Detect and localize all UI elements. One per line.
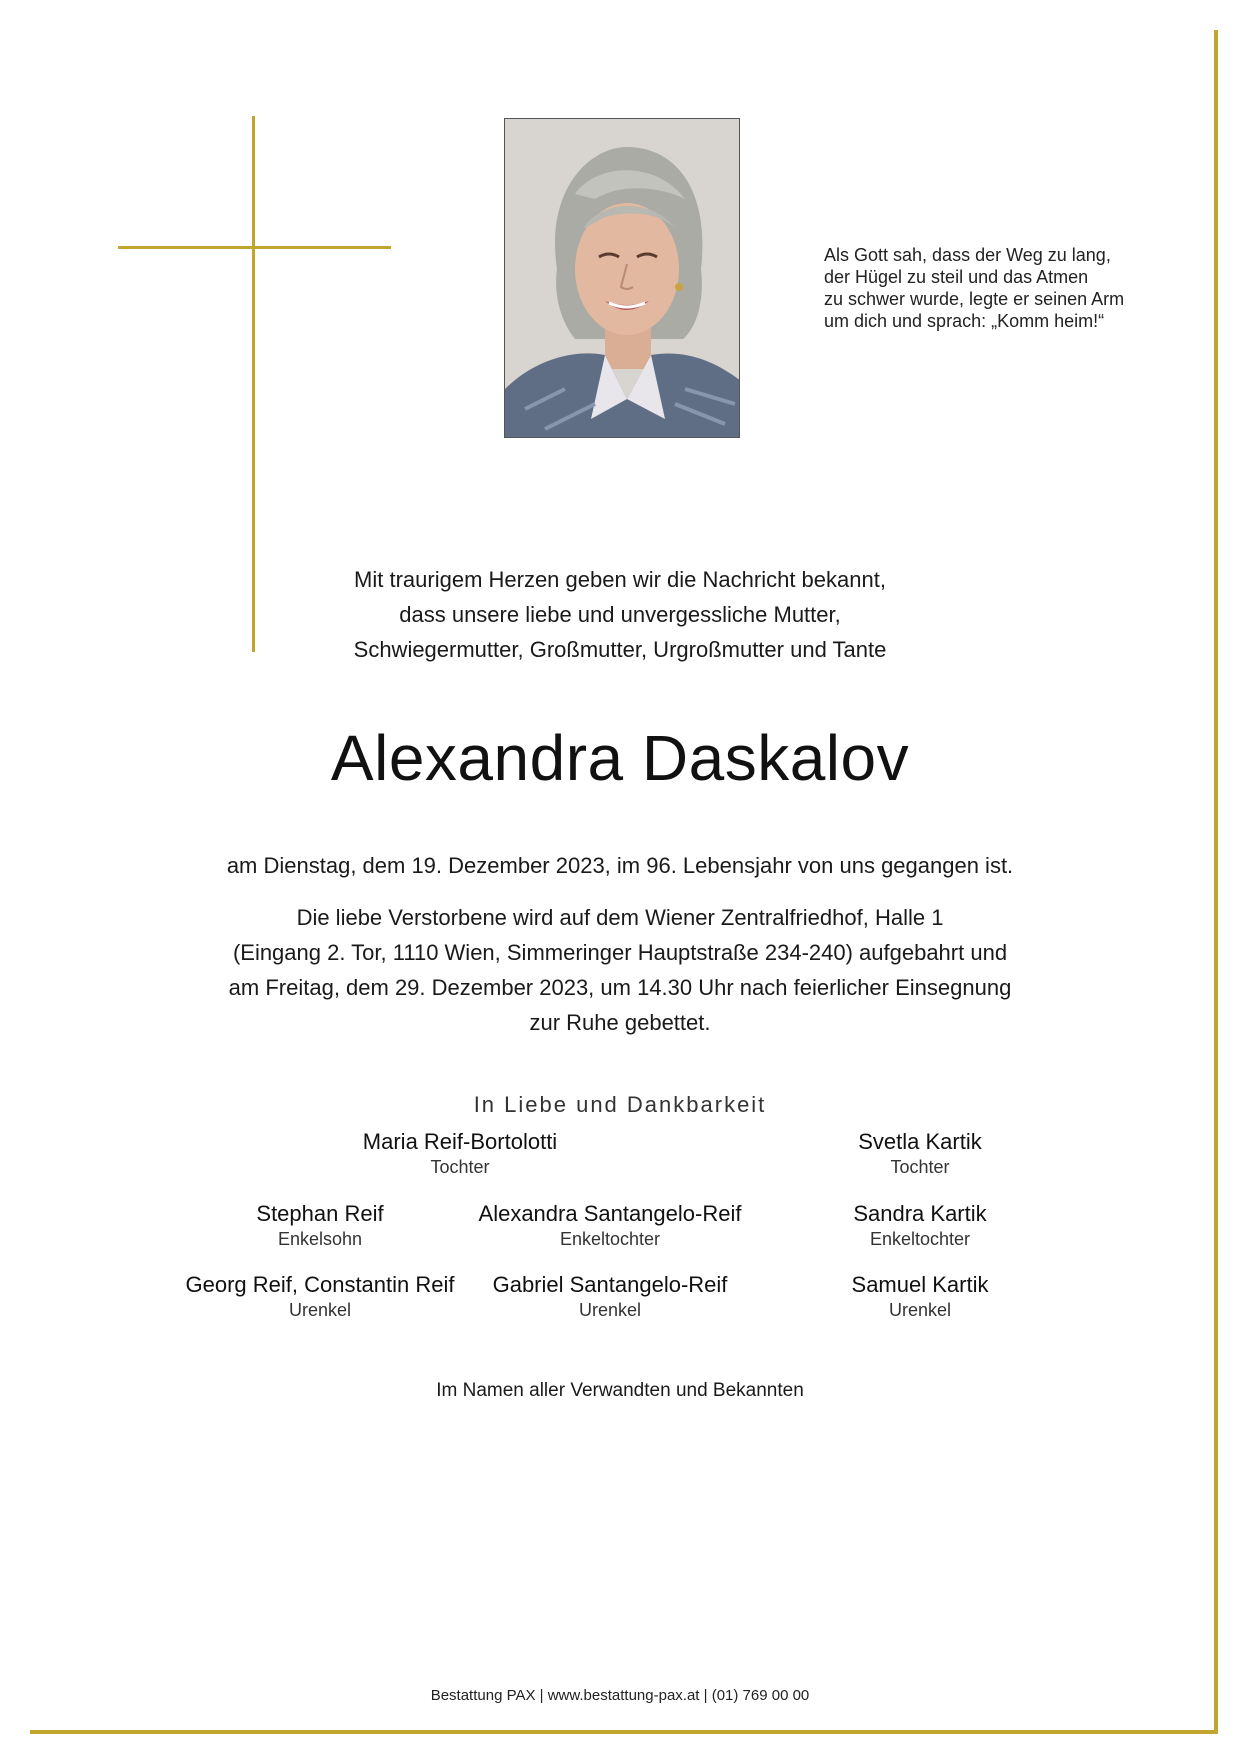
portrait-photo [504, 118, 740, 438]
mourner-relation: Urenkel [578, 1300, 642, 1320]
mourner-name: Maria Reif-Bortolotti [362, 1129, 558, 1154]
closing-text: Im Namen aller Verwandten und Bekannten [436, 1380, 804, 1401]
burial-line: am Freitag, dem 29. Dezember 2023, um 14.30 Uhr nach feierlicher Einsegnung [228, 975, 1012, 1000]
mourner-name: Svetla Kartik [858, 1129, 982, 1154]
burial-line: (Eingang 2. Tor, 1110 Wien, Simmeringer Hauptstraße 234-240) aufgebahrt und [232, 940, 1008, 965]
cross-icon-horizontal [118, 246, 391, 249]
quote-line: Als Gott sah, dass der Weg zu lang, [824, 245, 1111, 265]
mourner [460, 1200, 760, 1250]
mourner-name: Gabriel Santangelo-Reif [492, 1272, 728, 1297]
mourner [790, 1271, 1050, 1321]
intro-line: dass unsere liebe und unvergessliche Mutter, [399, 602, 841, 627]
mourner-name: Sandra Kartik [853, 1201, 987, 1226]
border-right [1214, 30, 1218, 1734]
mourner-relation: Enkelsohn [277, 1229, 363, 1249]
mourner-name: Alexandra Santangelo-Reif [478, 1201, 742, 1226]
quote-line: der Hügel zu steil und das Atmen [824, 267, 1089, 287]
intro-line: Mit traurigem Herzen geben wir die Nachricht bekannt, [354, 567, 886, 592]
mourner-relation: Urenkel [288, 1300, 352, 1320]
mourner-name: Georg Reif, Constantin Reif [185, 1272, 455, 1297]
mourner-relation: Enkeltochter [559, 1229, 661, 1249]
mourner-relation: Enkeltochter [869, 1229, 971, 1249]
mourner [790, 1128, 1050, 1178]
quote-line: zu schwer wurde, legte er seinen Arm [824, 289, 1125, 309]
portrait-illustration [505, 119, 740, 438]
mourner [160, 1271, 480, 1321]
mourner [790, 1200, 1050, 1250]
mourner [460, 1271, 760, 1321]
mourner-relation: Urenkel [888, 1300, 952, 1320]
intro-text [200, 562, 1040, 667]
mourner-relation: Tochter [890, 1157, 950, 1177]
quote [824, 244, 1154, 332]
burial-line: zur Ruhe gebettet. [529, 1010, 711, 1035]
mourner [170, 1200, 470, 1250]
mourner-name: Samuel Kartik [851, 1272, 989, 1297]
mourner [300, 1128, 620, 1178]
mourner-relation: Tochter [430, 1157, 490, 1177]
burial-info [140, 900, 1100, 1040]
dank-heading: In Liebe und Dankbarkeit [473, 1092, 767, 1117]
mourner-name: Stephan Reif [256, 1201, 384, 1226]
intro-line: Schwiegermutter, Großmutter, Urgroßmutter und Tante [353, 637, 887, 662]
burial-line: Die liebe Verstorbene wird auf dem Wiener Zentralfriedhof, Halle 1 [296, 905, 944, 930]
border-bottom [30, 1730, 1218, 1734]
footer-text: Bestattung PAX | www.bestattung-pax.at | (01) 769 00 00 [430, 1687, 810, 1704]
quote-line: um dich und sprach: „Komm heim!“ [824, 311, 1105, 331]
death-date-line: am Dienstag, dem 19. Dezember 2023, im 96. Lebensjahr von uns gegangen ist. [226, 853, 1014, 878]
deceased-name: Alexandra Daskalov [330, 722, 910, 794]
